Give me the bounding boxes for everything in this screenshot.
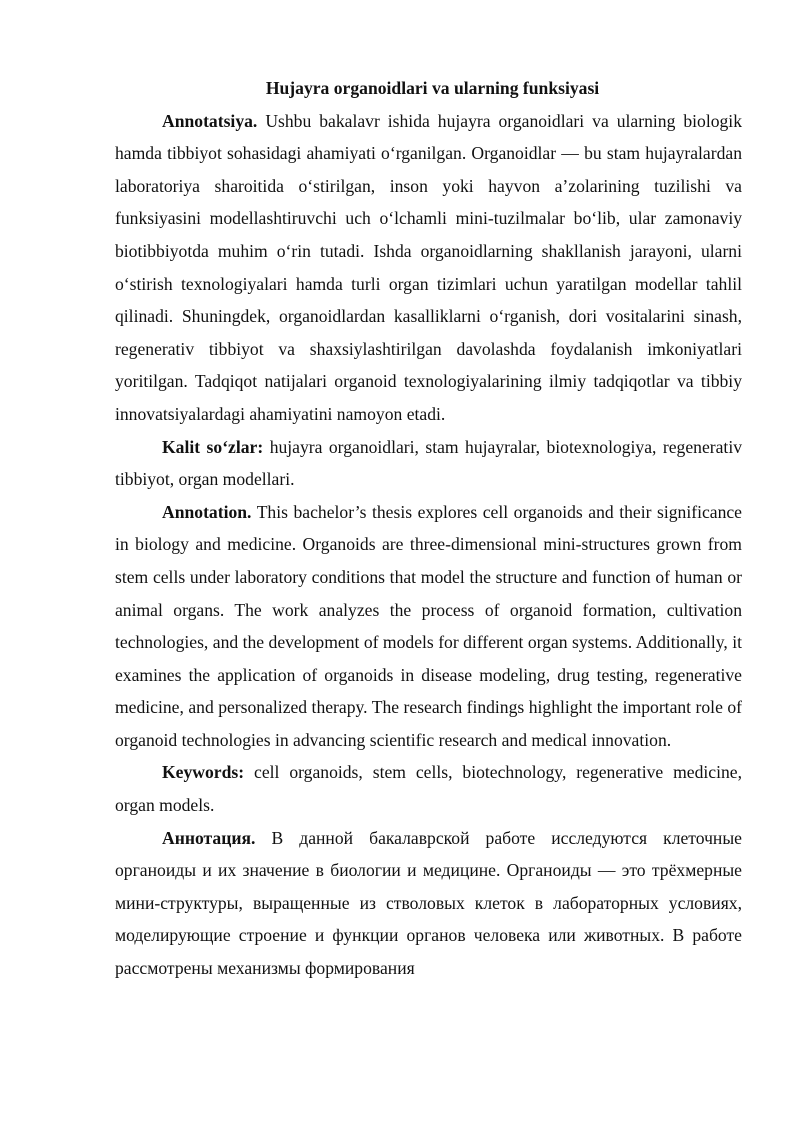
keywords-uz-text: hujayra organoidlari, stam hujayralar, biotexnologiya, regenerativ tibbiyot, organ modellari. [115, 436, 742, 490]
keywords-en-heading: Keywords: [162, 762, 245, 783]
annotation-ru-heading: Аннотация. [162, 827, 256, 848]
annotation-uz-text: Ushbu bakalavr ishida hujayra organoidlari va ularning biologik hamda tibbiyot sohasidagi ahamiyati o‘rganilgan. Organoidlar — bu stam hujayralardan laboratoriya sharoitida o‘stirilgan, inson yoki hayvon a’zolarining tuzilishi va funksiyasini modellashtiruvchi uch o‘lchamli mini-tuzilmalar bo‘lib, ular zamonaviy biotibbiyotda muhim o‘rin tutadi. Ishda organoidlarning shakllanish jarayoni, ularni o‘stirish texnologiyalari hamda turli organ tizimlari uchun yaratilgan modellar tahlil qilinadi. Shuningdek, organoidlardan kasalliklarni o‘rganish, dori vositalarini sinash, regenerativ tibbiyot va shaxsiylashtirilgan davolashda foydalanish imkoniyatlari yoritilgan. Tadqiqot natijalari organoid texnologiyalarining ilmiy tadqiqotlar va tibbiy innovatsiyalardagi ahamiyatini namoyon etadi. [115, 110, 742, 424]
annotation-en-text: This bachelor’s thesis explores cell organoids and their significance in biology and medicine. Organoids are three-dimensional mini-structures grown from stem cells under laboratory conditions that model the structure and function of human or animal organs. The work analyzes the process of organoid formation, cultivation technologies, and the development of models for different organ systems. Additionally, it examines the application of organoids in disease modeling, drug testing, regenerative medicine, and personalized therapy. The research findings highlight the important role of organoid technologies in advancing scientific research and medical innovation. [115, 501, 742, 750]
keywords-en-paragraph [115, 756, 742, 821]
annotation-en-heading: Annotation. [162, 501, 252, 522]
annotation-en-paragraph [115, 496, 742, 757]
annotation-ru-paragraph [115, 822, 742, 985]
annotation-uz-paragraph [115, 105, 742, 431]
keywords-uz-paragraph [115, 431, 742, 496]
keywords-en-text: cell organoids, stem cells, biotechnology, regenerative medicine, organ models. [115, 762, 742, 816]
document-page [115, 72, 742, 985]
document-title: Hujayra organoidlari va ularning funksiyasi [265, 78, 600, 98]
keywords-uz-heading: Kalit so‘zlar: [162, 436, 264, 457]
annotation-uz-heading: Annotatsiya. [162, 110, 258, 131]
annotation-ru-text: В данной бакалаврской работе исследуются клеточные органоиды и их значение в биологии и медицине. Органоиды — это трёхмерные мини-структуры, выращенные из стволовых клеток в лабораторных условиях, моделирующие строение и функции органов человека или животных. В работе рассмотрены механизмы формирования [115, 827, 742, 979]
